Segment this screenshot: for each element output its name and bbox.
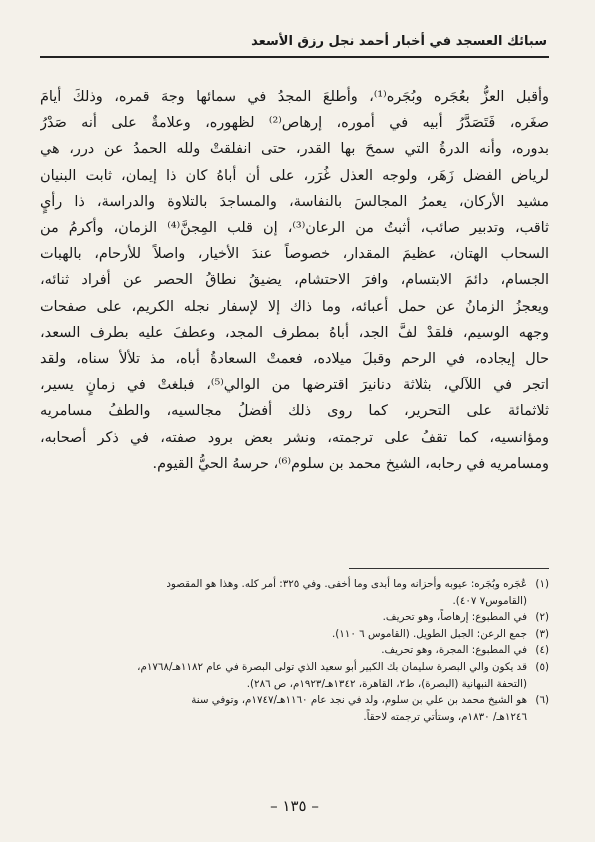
body-line: مشيد الأركان، يعمرُ المجالسَ بالنفاسة، والمساجدَ بالتلاوة والدراسة، ذا رأيٍ (40, 193, 549, 210)
footnote-2 (40, 609, 549, 626)
body-line: ثاقب، وتدبير صائب، أثبتُ من الرعان⁽³⁾، إن قلب المِجنَّ⁽⁴⁾ الزمان، وأكرمُ من (40, 220, 549, 237)
footnote-line: قد يكون والي البصرة سليمان بك الكبير أبو سعيد الذي تولى البصرة في عام ١١٨٢هـ/١٧٦٨م، (137, 660, 527, 673)
body-line: اتجر في اللآلي، بثلاثة دنانيرَ اقترضها من الوالي⁽⁵⁾، فبلغتْ في زمانٍ يسير، (40, 377, 549, 394)
page (40, 0, 549, 842)
body-line: ومؤانسيه، كما تقفُ على ترجمته، ونشر بعض برود صفته، في ذكر أصحابه، (40, 429, 549, 446)
body-line: وجهه الوسيم، فلقدْ لفَّ الجد، أباهُ بمطرف المجد، وعطفَ عليه بطرف السعد، (40, 324, 549, 341)
body-line: الجسام، دائمَ الابتسام، وافرَ الاحتشام، يضيقُ نطاقُ الحصر عن أفراد ثنائه، (40, 272, 549, 289)
header-rule (40, 56, 549, 58)
footnote-line: عُجَره وبُجَره: عيوبه وأحزانه وما أبدى وما أخفى. وفي ٣٢٥: أمر كله. وهذا هو المقصود (166, 578, 527, 590)
body-line: صغَره، فَتَصَدَّرُ أبيه في أموره، إرهاص⁽²⁾ لظهوره، وعلامةٌ على أنه صَدْرُ (40, 115, 549, 132)
footnote-number: (٣) (535, 627, 549, 640)
body-line: ويعجزُ الزمانُ عن حمل أعبائه، وما ذاك إلا لإسفار نجله الكريم، على صفحات (40, 298, 549, 315)
footnote-line: في المطبوع: المجرة، وهو تحريف. (381, 644, 527, 657)
body-line: السحاب الهتان، عظيمَ المقدار، خصوصاً عندَ الأخيار، واصلاً للأرحام، بالهبات (40, 246, 549, 263)
page-number: – ١٣٥ – (270, 797, 319, 815)
body-line: وأقبل العزُّ بعُجَره وبُجَره⁽¹⁾، وأطلعَ المجدُ في سمائها وجهَ قمره، وذلكَ أيامَ (40, 89, 549, 105)
body-line: ثلاثمائة على التحرير، كما روى ذلك أفضلُ مجالسيه، والطفُ مسامريه (40, 403, 549, 420)
footnote-number: (٢) (535, 611, 549, 624)
body-line: ومسامريه في رحابه، الشيخ محمد بن سلوم⁽⁶⁾، حرسهُ الحيُّ القيوم. (152, 455, 549, 472)
footnote-number: (٤) (535, 644, 549, 657)
footnote-3 (40, 626, 549, 643)
footnote-4 (40, 642, 549, 659)
footnote-line: (القاموس٧ ٤٠٧). (452, 594, 527, 607)
footnote-line: (التحفة النبهانية (البصرة)، ط٢، القاهرة، ١٣٤٢هـ/١٩٢٣م، ص ٢٨٦). (246, 677, 527, 690)
footnote-separator (349, 568, 549, 569)
footnote-5 (40, 659, 549, 692)
footnote-number: (٦) (535, 694, 549, 707)
footnote-number: (١) (535, 578, 549, 590)
body-line: لرياض الفضل زَهَر، ولوجه العذل غُرَر، على أن أباهُ كان ذا إيمان، ثابت البنيان (40, 167, 549, 184)
running-head: سبائك العسجد في أخبار أحمد نجل رزق الأسعد (251, 34, 547, 49)
footnote-line: في المطبوع: إرهاصاً، وهو تحريف. (382, 611, 527, 624)
body-line: حال إيجاده، في الرحم وقبلَ ميلاده، فعمتْ السعادةُ أباه، مذ تلألأ سناه، ولقد (40, 351, 549, 368)
body-text (40, 84, 549, 477)
footnote-line: هو الشيخ محمد بن علي بن سلوم، ولد في نجد عام ١١٦٠هـ/١٧٤٧م، وتوفي سنة (191, 694, 527, 707)
footnote-1 (40, 576, 549, 609)
footnote-number: (٥) (535, 660, 549, 673)
footnotes (40, 576, 549, 725)
footnote-6 (40, 692, 549, 725)
footnote-line: ١٢٤٦هـ/ ١٨٣٠م، وستأتي ترجمته لاحقاً. (363, 710, 527, 723)
footnote-line: جمع الرعن: الجبل الطويل. (القاموس ٦ ١١٠). (331, 627, 527, 640)
body-line: بدوره، وأنه الدرةُ التي سمحَ بها القدر، حتى انفلقتْ ولله الحمدُ عن درر، هي (40, 141, 549, 158)
